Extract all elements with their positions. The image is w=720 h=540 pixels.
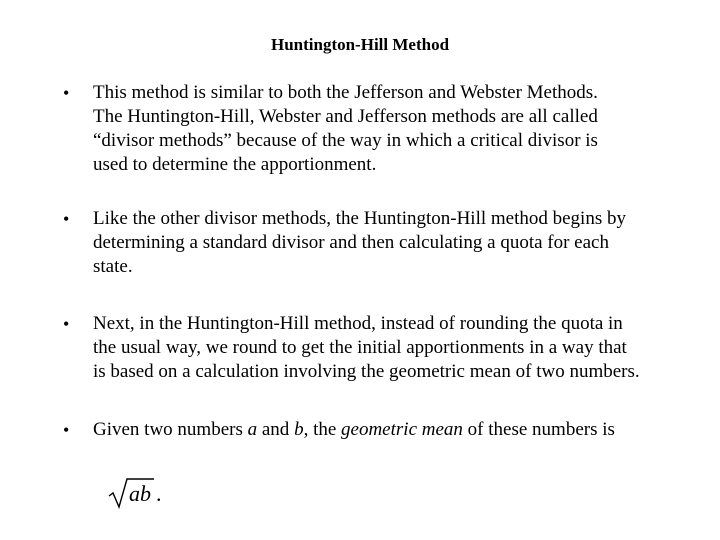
geometric-mean-term: geometric mean	[341, 419, 463, 440]
page-title: Huntington-Hill Method	[270, 35, 450, 54]
text-segment: and	[257, 419, 295, 440]
text-segment: , the	[303, 419, 342, 440]
bullet-marker: •	[63, 420, 70, 440]
bullet-marker: •	[63, 83, 70, 103]
text-line: used to determine the apportionment.	[93, 154, 377, 175]
bullet-text-2	[93, 207, 683, 279]
text-segment: of these numbers is	[462, 419, 615, 440]
bullet-text-4	[93, 418, 683, 442]
variable-a: a	[247, 419, 258, 440]
text-line: the usual way, we round to get the initial apportionments in a way that	[93, 337, 627, 358]
text-line	[93, 418, 683, 442]
bullet-marker: •	[63, 314, 70, 334]
text-line: Next, in the Huntington-Hill method, instead of rounding the quota in	[93, 313, 623, 334]
formula-period: .	[156, 481, 162, 506]
text-line: The Huntington-Hill, Webster and Jefferson methods are all called	[93, 106, 598, 127]
text-line: is based on a calculation involving the geometric mean of two numbers.	[93, 361, 640, 382]
geometric-mean-formula	[108, 474, 188, 514]
text-segment: Given two numbers	[93, 419, 248, 440]
bullet-marker: •	[63, 209, 70, 229]
text-line: state.	[93, 256, 133, 277]
text-line: Like the other divisor methods, the Huntington-Hill method begins by	[93, 208, 626, 229]
text-line: “divisor methods” because of the way in which a critical divisor is	[93, 130, 598, 151]
text-line: This method is similar to both the Jefferson and Webster Methods.	[93, 82, 598, 103]
bullet-text-3	[93, 312, 683, 384]
variable-b: b	[294, 419, 304, 440]
text-line: determining a standard divisor and then calculating a quota for each	[93, 232, 609, 253]
formula-radicand: ab	[129, 481, 151, 506]
bullet-text-1	[93, 81, 683, 177]
